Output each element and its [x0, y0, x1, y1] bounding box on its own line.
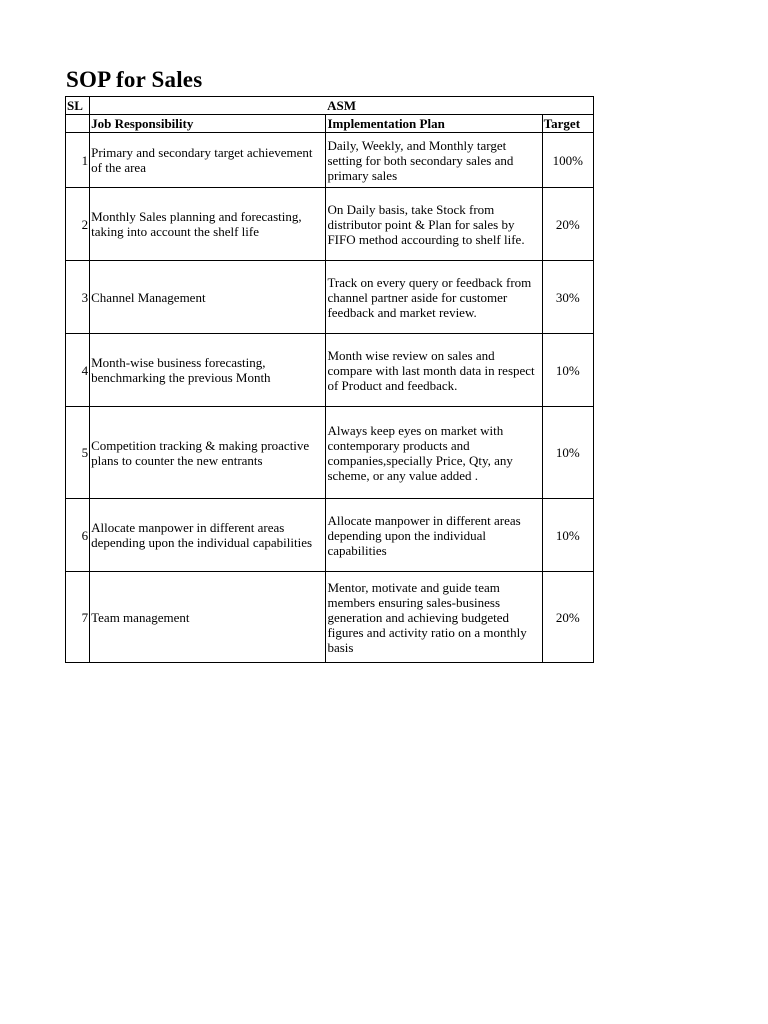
row-implementation-plan: Daily, Weekly, and Monthly target setting for both secondary sales and primary sales: [326, 133, 542, 188]
row-sl: 7: [66, 572, 90, 663]
row-target: 100%: [542, 133, 593, 188]
row-implementation-plan: On Daily basis, take Stock from distributor point & Plan for sales by FIFO method accourding to shelf life.: [326, 188, 542, 261]
row-sl: 6: [66, 499, 90, 572]
row-sl: 3: [66, 261, 90, 334]
header-target: Target: [542, 115, 593, 133]
table-row: [66, 133, 594, 188]
row-job-responsibility: Month-wise business forecasting, benchmarking the previous Month: [90, 334, 326, 407]
row-job-responsibility: Competition tracking & making proactive plans to counter the new entrants: [90, 407, 326, 499]
row-implementation-plan: Allocate manpower in different areas depending upon the individual capabilities: [326, 499, 542, 572]
row-implementation-plan: Track on every query or feedback from channel partner aside for customer feedback and market review.: [326, 261, 542, 334]
header-job-responsibility: Job Responsibility: [90, 115, 326, 133]
row-target: 10%: [542, 499, 593, 572]
row-sl: 2: [66, 188, 90, 261]
sop-table: [65, 96, 594, 663]
header-sl-blank: [66, 115, 90, 133]
header-sl: SL: [66, 97, 90, 115]
table-row: [66, 261, 594, 334]
header-asm: ASM: [90, 97, 594, 115]
row-job-responsibility: Primary and secondary target achievement of the area: [90, 133, 326, 188]
header-implementation-plan: Implementation Plan: [326, 115, 542, 133]
row-sl: 1: [66, 133, 90, 188]
row-target: 20%: [542, 188, 593, 261]
row-target: 20%: [542, 572, 593, 663]
row-sl: 4: [66, 334, 90, 407]
row-implementation-plan: Mentor, motivate and guide team members ensuring sales-business generation and achieving budgeted figures and activity ratio on a monthly basis: [326, 572, 542, 663]
row-target: 10%: [542, 407, 593, 499]
row-sl: 5: [66, 407, 90, 499]
page-title: SOP for Sales: [66, 67, 203, 92]
table-row: [66, 499, 594, 572]
row-target: 30%: [542, 261, 593, 334]
row-implementation-plan: Month wise review on sales and compare with last month data in respect of Product and feedback.: [326, 334, 542, 407]
table-row: [66, 572, 594, 663]
row-job-responsibility: Allocate manpower in different areas depending upon the individual capabilities: [90, 499, 326, 572]
table-row: [66, 407, 594, 499]
row-target: 10%: [542, 334, 593, 407]
row-job-responsibility: Channel Management: [90, 261, 326, 334]
table-row: [66, 188, 594, 261]
row-implementation-plan: Always keep eyes on market with contemporary products and companies,specially Price, Qty, any scheme, or any value added .: [326, 407, 542, 499]
table-row: [66, 334, 594, 407]
header-row-group: [66, 97, 594, 115]
row-job-responsibility: Team management: [90, 572, 326, 663]
header-row-columns: [66, 115, 594, 133]
row-job-responsibility: Monthly Sales planning and forecasting, taking into account the shelf life: [90, 188, 326, 261]
